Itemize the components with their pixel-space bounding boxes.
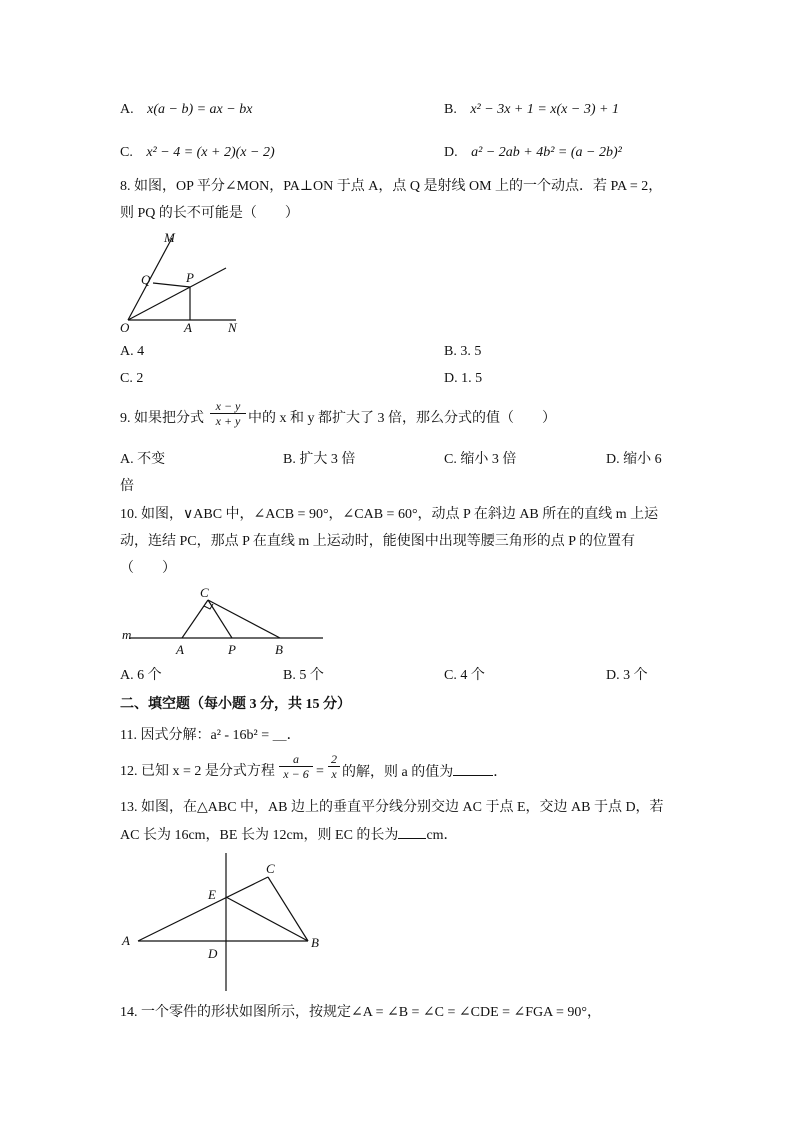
q7-option-c [120, 144, 275, 162]
segment-eb [226, 897, 308, 941]
q9-option-b: B. 扩大 3 倍 [283, 452, 356, 467]
label-a: A [176, 642, 184, 657]
q8-option-d: D. 1. 5 [444, 371, 483, 386]
q13-stem-line2 [120, 826, 458, 845]
label-e: E [208, 887, 216, 902]
q11-text: 11. 因式分解：a² - 16b² = ＿． [120, 728, 301, 743]
option-key: D. [444, 145, 458, 160]
answer-blank[interactable] [453, 763, 493, 776]
q12-suffix [342, 763, 507, 782]
q12-equals: = [316, 764, 324, 779]
q13-figure [118, 851, 328, 996]
q9-option-d-wrap: 倍 [120, 479, 134, 494]
segment-cb [208, 600, 280, 638]
section-title: 二、填空题（每小题 3 分，共 15 分） [120, 697, 351, 712]
label-d: D [208, 946, 218, 961]
formula: a² − 2ab + 4b² = (a − 2b)² [471, 145, 622, 160]
q9-fraction [210, 399, 246, 428]
answer-blank[interactable] [398, 826, 426, 839]
label-q: Q [141, 272, 151, 287]
fraction-denominator: x [328, 766, 340, 781]
segment-pq [153, 283, 190, 287]
label-c: C [200, 585, 209, 600]
q12-fraction-2 [328, 752, 340, 781]
q12-prefix: 12. 已知 x = 2 是分式方程 [120, 764, 275, 779]
label-n: N [228, 320, 237, 335]
q9-option-c: C. 缩小 3 倍 [444, 452, 517, 467]
q9-option-d: D. 缩小 6 [606, 452, 662, 467]
label-a: A [122, 933, 130, 948]
q9-option-a: A. 不变 [120, 452, 166, 467]
formula: x² − 3x + 1 = x(x − 3) + 1 [470, 102, 619, 117]
q10-figure [118, 584, 328, 659]
option-key: C. [120, 145, 133, 160]
q10-stem-line3: （ ） [120, 561, 176, 576]
stem-text: AC 长为 16cm，BE 长为 12cm，则 EC 的长为 [120, 828, 399, 843]
label-m: M [164, 230, 175, 245]
fraction-denominator: x − 6 [279, 766, 313, 781]
q12-fraction-1 [279, 752, 313, 781]
q7-option-a [120, 101, 252, 119]
q10-option-b: B. 5 个 [283, 668, 324, 683]
formula: x² − 4 = (x + 2)(x − 2) [146, 145, 275, 160]
option-key: A. [120, 102, 134, 117]
q9-suffix: 中的 x 和 y 都扩大了 3 倍，那么分式的值（ ） [248, 411, 556, 426]
q8-option-a: A. 4 [120, 344, 145, 359]
label-b: B [275, 642, 283, 657]
q10-stem-line1: 10. 如图，∨ABC 中，∠ACB = 90°，∠CAB = 60°，动点 P 在斜边 AB 所在的直线 m 上运 [120, 507, 659, 522]
label-p: P [228, 642, 236, 657]
q7-option-b [444, 101, 619, 119]
label-b: B [311, 935, 319, 950]
formula: x(a − b) = ax − bx [147, 102, 253, 117]
label-a: A [184, 320, 192, 335]
q9-prefix: 9. 如果把分式 [120, 411, 204, 426]
q10-stem-line2: 动，连结 PC，那点 P 在直线 m 上运动时，能使图中出现等腰三角形的点 P 的位置有 [120, 534, 636, 549]
option-key: B. [444, 102, 457, 117]
q10-option-d: D. 3 个 [606, 668, 648, 683]
fraction-numerator: x − y [215, 399, 241, 413]
q8-stem-line1: 8. 如图，OP 平分∠MON，PA⊥ON 于点 A，点 Q 是射线 OM 上的一个动点．若 PA = 2， [120, 179, 663, 194]
label-o: O [120, 320, 130, 335]
q10-option-c: C. 4 个 [444, 668, 485, 683]
unit-text: cm． [426, 828, 458, 843]
q7-option-d [444, 144, 622, 162]
label-m: m [122, 627, 132, 642]
end-mark: ． [493, 765, 508, 780]
fraction-numerator: a [293, 752, 299, 766]
q13-stem-line1: 13. 如图，在△ABC 中，AB 边上的垂直平分线分别交边 AC 于点 E，交边 AB 于点 D，若 [120, 800, 664, 815]
label-c: C [266, 861, 275, 876]
fraction-denominator: x + y [210, 413, 246, 428]
fraction-numerator: 2 [331, 752, 337, 766]
q8-stem-line2: 则 PQ 的长不可能是（ ） [120, 206, 299, 221]
q8-option-b: B. 3. 5 [444, 344, 482, 359]
segment-cb [268, 877, 308, 941]
q10-option-a: A. 6 个 [120, 668, 162, 683]
q8-option-c: C. 2 [120, 371, 144, 386]
q8-figure [116, 228, 256, 338]
suffix-text: 的解，则 a 的值为 [342, 765, 454, 780]
label-p: P [186, 270, 194, 285]
segment-ac [182, 600, 208, 638]
q14-stem-line1: 14. 一个零件的形状如图所示，按规定∠A = ∠B = ∠C = ∠CDE = ∠FGA = 90°， [120, 1005, 601, 1020]
